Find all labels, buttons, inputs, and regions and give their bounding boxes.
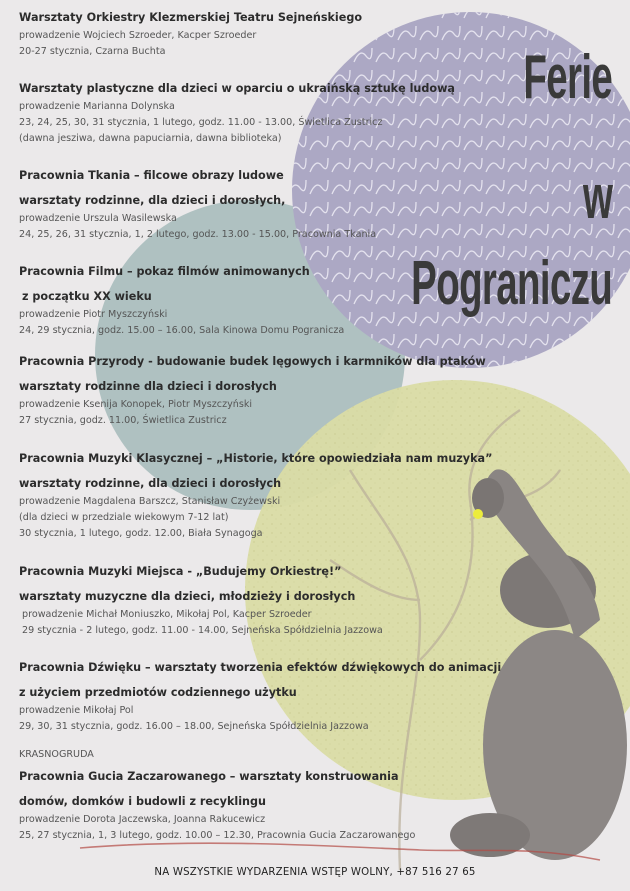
event-heading: Pracownia Muzyki Miejsca - „Budujemy Orkiestrę!” — [19, 565, 342, 578]
event-note: (dawna jesziwa, dawna papuciarnia, dawna biblioteka) — [19, 133, 282, 144]
event-heading: Warsztaty Orkiestry Klezmerskiej Teatru Sejneńskiego — [19, 11, 363, 24]
event-host: prowadzenie Urszula Wasilewska — [19, 213, 177, 224]
event-date: 24, 25, 26, 31 stycznia, 1, 2 lutego, godz. 13.00 - 15.00, Pracownia Tkania — [19, 229, 377, 240]
event-heading: Pracownia Gucia Zaczarowanego – warsztaty konstruowania — [19, 770, 399, 783]
event-host: prowadzenie Michał Moniuszko, Mikołaj Pol, Kacper Szroeder — [22, 609, 312, 620]
event-heading: Pracownia Przyrody - budowanie budek lęgowych i karmników dla ptaków — [19, 355, 486, 368]
event-note: (dla dzieci w przedziale wiekowym 7-12 lat) — [19, 512, 229, 523]
event-host: prowadzenie Ksenija Konopek, Piotr Myszczyński — [19, 399, 253, 410]
title-word-ferie: Ferie — [523, 43, 612, 112]
title-word-pograniczu: Pograniczu — [411, 249, 612, 318]
event-subheading: warsztaty rodzinne, dla dzieci i dorosłych, — [19, 194, 286, 207]
event-date: 25, 27 stycznia, 1, 3 lutego, godz. 10.00 – 12.30, Pracownia Gucia Zaczarowanego — [19, 830, 416, 841]
event-subheading: warsztaty muzyczne dla dzieci, młodzieży i dorosłych — [19, 590, 356, 603]
event-subheading: warsztaty rodzinne dla dzieci i dorosłych — [19, 380, 277, 393]
event-host: prowadzenie Marianna Dolynska — [19, 101, 175, 112]
event-subheading: z użyciem przedmiotów codziennego użytku — [19, 686, 297, 699]
event-date: 29 stycznia - 2 lutego, godz. 11.00 - 14.00, Sejneńska Spółdzielnia Jazzowa — [22, 625, 383, 636]
title-word-w: w — [582, 163, 612, 232]
event-date: 30 stycznia, 1 lutego, godz. 12.00, Biała Synagoga — [19, 528, 263, 539]
event-subheading: domów, domków i budowli z recyklingu — [19, 795, 266, 808]
event-date: 20-27 stycznia, Czarna Buchta — [19, 46, 166, 57]
event-date: 23, 24, 25, 30, 31 stycznia, 1 lutego, godz. 11.00 - 13.00, Świetlica Zustricz — [19, 117, 383, 128]
event-host: prowadzenie Dorota Jaczewska, Joanna Rakucewicz — [19, 814, 266, 825]
location-label: KRASNOGRUDA — [19, 749, 94, 760]
event-date: 24, 29 stycznia, godz. 15.00 – 16.00, Sala Kinowa Domu Pogranicza — [19, 325, 345, 336]
event-host: prowadzenie Piotr Myszczyński — [19, 309, 168, 320]
event-host: prowadzenie Magdalena Barszcz, Stanisław Czyżewski — [19, 496, 281, 507]
event-host: prowadzenie Mikołaj Pol — [19, 705, 134, 716]
footer-info: NA WSZYSTKIE WYDARZENIA WSTĘP WOLNY, +87 516 27 65 — [154, 867, 476, 878]
event-date: 29, 30, 31 stycznia, godz. 16.00 – 18.00, Sejneńska Spółdzielnia Jazzowa — [19, 721, 369, 732]
event-heading: Pracownia Dźwięku – warsztaty tworzenia efektów dźwiękowych do animacji — [19, 661, 502, 674]
event-heading: Warsztaty plastyczne dla dzieci w oparciu o ukraińską sztukę ludową — [19, 82, 455, 95]
event-subheading: z początku XX wieku — [22, 290, 152, 303]
event-subheading: warsztaty rodzinne, dla dzieci i dorosłych — [19, 477, 282, 490]
event-heading: Pracownia Tkania – filcowe obrazy ludowe — [19, 169, 284, 182]
event-heading: Pracownia Filmu – pokaz filmów animowanych — [19, 265, 310, 278]
event-host: prowadzenie Wojciech Szroeder, Kacper Szroeder — [19, 30, 257, 41]
event-heading: Pracownia Muzyki Klasycznej – „Historie, które opowiedziała nam muzyka” — [19, 452, 493, 465]
event-date: 27 stycznia, godz. 11.00, Świetlica Zustricz — [19, 415, 227, 426]
